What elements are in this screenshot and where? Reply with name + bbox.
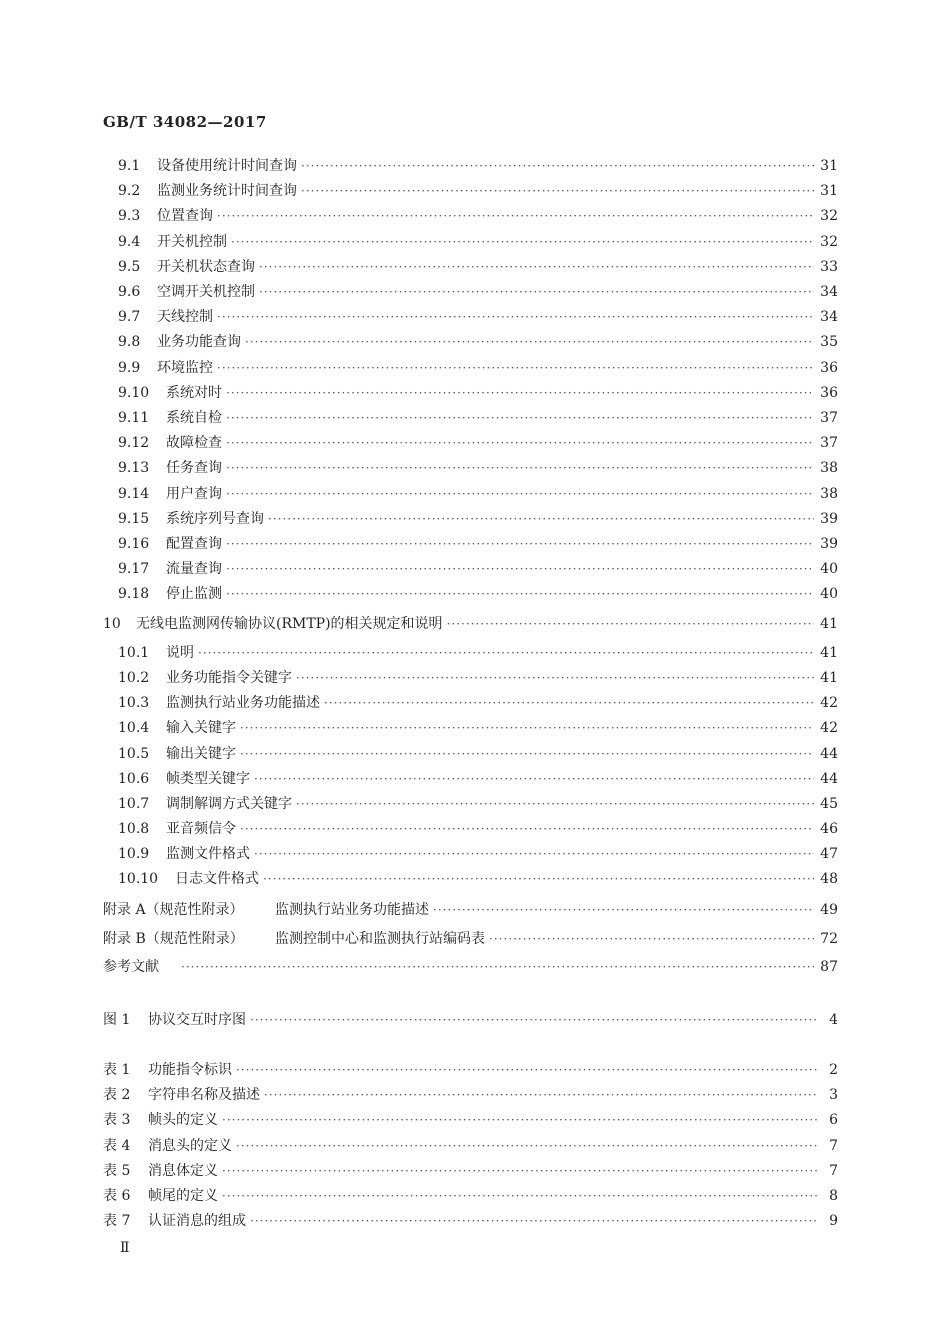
dot-leader	[226, 409, 814, 427]
toc-entry-number: 9.15	[118, 510, 150, 527]
dot-leader	[198, 644, 814, 662]
toc-entry-page: 41	[820, 670, 838, 686]
toc-entry-page: 87	[820, 959, 838, 975]
toc-entry-title: 监测执行站业务功能描述	[166, 695, 320, 711]
toc-entry-title: 说明	[166, 645, 194, 661]
toc-entry-page: 8	[829, 1188, 838, 1204]
toc-entry-page: 37	[820, 410, 838, 426]
toc-entry-number: 10.9	[118, 846, 150, 862]
toc-entry[interactable]	[103, 1086, 838, 1104]
toc-entry[interactable]	[118, 359, 838, 377]
dot-leader	[217, 207, 814, 225]
toc-entry-number: 10.7	[118, 796, 150, 812]
dot-leader	[217, 308, 814, 326]
toc-entry-title: 流量查询	[166, 561, 222, 578]
toc-entry-title: 故障检查	[166, 435, 222, 452]
dot-leader	[240, 820, 814, 838]
toc-entry[interactable]	[118, 459, 838, 477]
toc-entry-title: 系统序列号查询	[166, 510, 264, 527]
toc-entry-title: 监测控制中心和监测执行站编码表	[275, 931, 485, 947]
toc-entry-number: 10.6	[118, 771, 150, 787]
toc-entry[interactable]	[103, 1212, 838, 1230]
toc-entry-number: 9.16	[118, 536, 150, 552]
toc-entry[interactable]	[118, 434, 838, 452]
toc-entry[interactable]	[118, 694, 838, 712]
toc-entry[interactable]	[118, 870, 838, 888]
toc-entry[interactable]	[118, 560, 838, 578]
toc-entry-page: 33	[820, 258, 838, 275]
toc-entry-number: 9.6	[118, 284, 141, 300]
toc-entry-number: 附录 A（规范性附录）	[103, 902, 244, 918]
toc-entry-number: 9.3	[118, 208, 141, 225]
dot-leader	[250, 1212, 818, 1230]
toc-entry[interactable]	[118, 770, 838, 788]
dot-leader	[268, 510, 814, 528]
dot-leader	[254, 770, 814, 788]
toc-entry-title: 配置查询	[166, 536, 222, 552]
toc-entry-title: 系统对时	[166, 384, 222, 401]
toc-entry[interactable]	[118, 384, 838, 402]
toc-entry-title: 监测执行站业务功能描述	[275, 902, 429, 918]
toc-entry-number: 9.18	[118, 586, 150, 603]
toc-entry-number: 9.13	[118, 460, 150, 477]
toc-entry-page: 35	[820, 334, 838, 351]
toc-entry-page: 9	[829, 1213, 838, 1230]
toc-entry-number: 附录 B（规范性附录）	[103, 931, 244, 947]
dot-leader	[226, 459, 814, 477]
toc-entry-number: 表 7	[103, 1213, 131, 1230]
toc-entry-page: 34	[820, 284, 838, 300]
toc-entry-page: 37	[820, 435, 838, 452]
dot-leader	[296, 795, 814, 813]
toc-entry-number: 10.8	[118, 821, 150, 837]
toc-entry[interactable]	[103, 1137, 838, 1155]
dot-leader	[259, 283, 814, 301]
toc-entry-page: 31	[820, 183, 838, 200]
dot-leader	[181, 958, 814, 976]
toc-entry-number: 9.2	[118, 183, 141, 200]
toc-entry-number: 10.1	[118, 645, 150, 661]
toc-entry-page: 44	[820, 771, 838, 787]
toc-entry[interactable]	[118, 233, 838, 251]
dot-leader	[217, 359, 814, 377]
dot-leader	[324, 694, 814, 712]
toc-entry-title: 帧头的定义	[148, 1112, 218, 1129]
toc-entry-title: 认证消息的组成	[148, 1213, 246, 1230]
dot-leader	[254, 845, 814, 863]
dot-leader	[226, 535, 814, 553]
toc-entry-page: 36	[820, 384, 838, 401]
toc-entry[interactable]	[103, 958, 838, 976]
toc-entry[interactable]	[118, 719, 838, 737]
toc-entry-number: 9.9	[118, 359, 141, 376]
toc-entry[interactable]	[103, 1162, 838, 1180]
dot-leader	[240, 745, 814, 763]
toc-entry-title: 空调开关机控制	[157, 284, 255, 300]
toc-entry[interactable]	[118, 333, 838, 351]
toc-entry-title: 调制解调方式关键字	[166, 796, 292, 812]
toc-entry-number: 10.4	[118, 720, 150, 736]
toc-entry[interactable]	[103, 930, 838, 948]
dot-leader	[236, 1137, 818, 1155]
toc-entry-title: 功能指令标识	[148, 1062, 232, 1078]
toc-entry-number: 9.12	[118, 435, 150, 452]
toc-entry-title: 环境监控	[157, 359, 213, 376]
toc-entry-number: 9.5	[118, 258, 141, 275]
document-header: GB/T 34082—2017	[103, 113, 267, 131]
dot-leader	[222, 1162, 818, 1180]
toc-entry-number: 9.11	[118, 410, 150, 426]
toc-entry-number: 表 3	[103, 1112, 131, 1129]
toc-entry-number: 9.14	[118, 485, 150, 502]
toc-entry-page: 40	[820, 561, 838, 578]
toc-entry-page: 2	[829, 1062, 838, 1078]
toc-entry[interactable]	[118, 182, 838, 200]
dot-leader	[245, 333, 814, 351]
toc-entry-page: 36	[820, 359, 838, 376]
toc-entry[interactable]	[118, 409, 838, 427]
toc-entry[interactable]	[103, 901, 838, 919]
toc-entry[interactable]	[103, 1187, 838, 1205]
toc-entry-title: 协议交互时序图	[148, 1012, 246, 1028]
dot-leader	[264, 1086, 818, 1104]
toc-entry[interactable]	[103, 1111, 838, 1129]
toc-entry[interactable]	[118, 510, 838, 528]
dot-leader	[433, 901, 814, 919]
toc-entry-page: 44	[820, 746, 838, 762]
toc-entry[interactable]	[118, 644, 838, 662]
toc-entry-number: 参考文献	[103, 959, 159, 975]
toc-entry-page: 6	[829, 1112, 838, 1129]
toc-entry[interactable]	[118, 157, 838, 175]
toc-entry-title: 日志文件格式	[175, 871, 259, 887]
toc-entry[interactable]	[118, 795, 838, 813]
toc-entry-title: 用户查询	[166, 485, 222, 502]
toc-entry-number: 9.10	[118, 384, 150, 401]
toc-entry-page: 39	[820, 510, 838, 527]
dot-leader	[447, 615, 815, 633]
toc-entry-page: 42	[820, 720, 838, 736]
toc-entry-title: 字符串名称及描述	[148, 1087, 260, 1104]
toc-entry-number: 9.7	[118, 309, 141, 326]
toc-entry-page: 3	[829, 1087, 838, 1104]
toc-entry[interactable]	[118, 207, 838, 225]
dot-leader	[226, 560, 814, 578]
toc-entry-page: 47	[820, 846, 838, 862]
toc-entry-title: 开关机控制	[157, 233, 227, 250]
dot-leader	[222, 1111, 818, 1129]
dot-leader	[301, 182, 814, 200]
toc-entry-title: 亚音频信令	[166, 821, 236, 837]
dot-leader	[236, 1061, 818, 1079]
dot-leader	[226, 585, 814, 603]
toc-entry-title: 开关机状态查询	[157, 258, 255, 275]
toc-entry-page: 46	[820, 821, 838, 837]
toc-entry-page: 7	[829, 1137, 838, 1154]
toc-entry-number: 表 4	[103, 1137, 131, 1154]
toc-entry-title: 任务查询	[166, 460, 222, 477]
toc-entry-title: 位置查询	[157, 208, 213, 225]
toc-entry[interactable]	[118, 845, 838, 863]
toc-entry[interactable]	[118, 669, 838, 687]
toc-entry-title: 设备使用统计时间查询	[157, 158, 297, 174]
toc-entry-number: 10.10	[118, 871, 159, 887]
toc-entry-title: 业务功能查询	[157, 334, 241, 351]
dot-leader	[226, 434, 814, 452]
toc-entry-title: 停止监测	[166, 586, 222, 603]
toc-entry-title: 输入关键字	[166, 720, 236, 736]
toc-entry-page: 45	[820, 796, 838, 812]
dot-leader	[263, 870, 814, 888]
toc-entry-number: 9.1	[118, 158, 141, 174]
toc-entry[interactable]	[118, 308, 838, 326]
dot-leader	[226, 384, 814, 402]
toc-entry[interactable]	[118, 745, 838, 763]
toc-entry-page: 38	[820, 460, 838, 477]
toc-entry[interactable]	[118, 283, 838, 301]
toc-entry-number: 图 1	[103, 1012, 131, 1028]
dot-leader	[296, 669, 814, 687]
toc-entry-number: 10.3	[118, 695, 150, 711]
toc-entry-number: 10.2	[118, 670, 150, 686]
dot-leader	[222, 1187, 818, 1205]
dot-leader	[250, 1011, 818, 1029]
toc-entry[interactable]	[118, 820, 838, 838]
toc-entry-number: 表 1	[103, 1062, 131, 1078]
toc-entry-page: 32	[820, 208, 838, 225]
toc-entry-title: 监测文件格式	[166, 846, 250, 862]
toc-entry[interactable]	[103, 1061, 838, 1079]
dot-leader	[301, 157, 814, 175]
toc-entry-number: 9.17	[118, 561, 150, 578]
toc-entry-number: 9.4	[118, 233, 141, 250]
dot-leader	[489, 930, 814, 948]
toc-entry-page: 48	[820, 871, 838, 887]
toc-entry-page: 7	[829, 1162, 838, 1179]
toc-entry-page: 72	[820, 931, 838, 947]
toc-entry-page: 39	[820, 536, 838, 552]
toc-entry-page: 40	[820, 586, 838, 603]
dot-leader	[259, 258, 814, 276]
toc-entry-number: 表 2	[103, 1087, 131, 1104]
toc-entry-title: 帧尾的定义	[148, 1188, 218, 1204]
toc-entry-page: 4	[829, 1012, 838, 1028]
toc-entry-title: 消息体定义	[148, 1162, 218, 1179]
toc-entry-page: 41	[820, 645, 838, 661]
toc-entry-title: 无线电监测网传输协议(RMTP)的相关规定和说明	[136, 616, 443, 632]
toc-entry-page: 31	[820, 158, 838, 174]
dot-leader	[240, 719, 814, 737]
toc-entry-page: 34	[820, 309, 838, 326]
toc-entry[interactable]	[118, 535, 838, 553]
dot-leader	[231, 233, 814, 251]
toc-entry[interactable]	[118, 585, 838, 603]
toc-entry-page: 42	[820, 695, 838, 711]
toc-entry-number: 表 6	[103, 1188, 131, 1204]
toc-entry-page: 32	[820, 233, 838, 250]
toc-entry-title: 帧类型关键字	[166, 771, 250, 787]
toc-entry[interactable]	[118, 258, 838, 276]
toc-entry-title: 天线控制	[157, 309, 213, 326]
toc-entry-page: 38	[820, 485, 838, 502]
toc-entry-page: 49	[820, 902, 838, 918]
toc-entry-number: 9.8	[118, 334, 141, 351]
toc-entry-title: 业务功能指令关键字	[166, 670, 292, 686]
toc-entry-page: 41	[820, 616, 838, 632]
toc-entry-title: 输出关键字	[166, 746, 236, 762]
toc-entry[interactable]	[103, 1011, 838, 1029]
toc-entry-title: 消息头的定义	[148, 1137, 232, 1154]
toc-entry-number: 10.5	[118, 746, 150, 762]
dot-leader	[226, 485, 814, 503]
toc-entry-number: 10	[103, 616, 121, 632]
toc-entry-title: 系统自检	[166, 410, 222, 426]
page-number-footer: Ⅱ	[120, 1240, 129, 1256]
toc-entry-number: 表 5	[103, 1162, 131, 1179]
toc-entry[interactable]	[118, 485, 838, 503]
toc-entry-title: 监测业务统计时间查询	[157, 183, 297, 200]
toc-entry[interactable]	[103, 615, 838, 633]
